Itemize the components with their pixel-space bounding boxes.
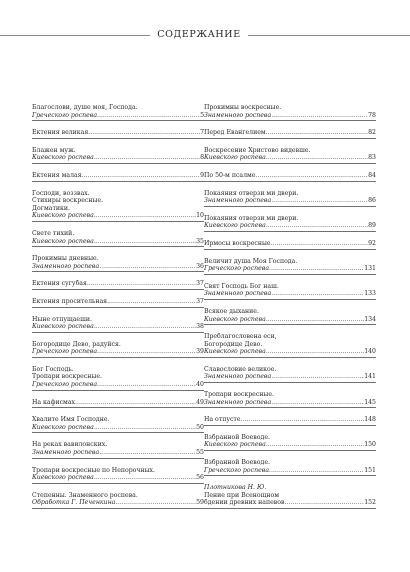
toc-entry-text: Знаменного роспева xyxy=(204,290,272,298)
toc-entry-line: Тропари воскресные. xyxy=(32,373,102,381)
toc-entry-last-line xyxy=(204,129,376,137)
toc-entry-text: Греческого роспева xyxy=(204,265,270,273)
page-number: 50 xyxy=(196,423,204,431)
dot-leader xyxy=(271,112,368,120)
toc-entry-text: По 50-м псалме xyxy=(204,171,256,179)
dot-leader xyxy=(107,298,196,306)
toc-entry xyxy=(32,316,204,333)
toc-entry-line: Всякое дыхание. xyxy=(204,307,259,315)
toc-entry xyxy=(204,129,376,139)
toc-entry-last-line xyxy=(32,323,204,331)
toc-entry-line: Хвалите Имя Господне. xyxy=(32,416,110,424)
toc-entry xyxy=(32,190,204,222)
toc-entry-last-line xyxy=(32,172,204,180)
dot-leader xyxy=(271,197,368,205)
toc-entry xyxy=(204,484,376,509)
page-number: 84 xyxy=(368,171,376,179)
toc-entry-line: Тропари воскресные. xyxy=(204,391,274,399)
toc-entry xyxy=(204,333,376,358)
toc-entry xyxy=(32,341,204,358)
toc-entry-text: Киевского роспева xyxy=(204,441,266,449)
toc-entry-last-line xyxy=(32,449,204,457)
toc-entry-text: Ирмосы воскресные xyxy=(204,239,271,247)
toc-entry-text: Киевского роспева xyxy=(32,474,94,482)
toc-entry-text: Ектения просительная xyxy=(32,297,108,305)
dot-leader xyxy=(94,212,196,220)
dot-leader xyxy=(97,348,196,356)
dot-leader xyxy=(94,474,196,482)
toc-entry-text: Греческого роспева xyxy=(32,381,98,389)
page-number: 7 xyxy=(200,129,204,137)
toc-entry-text: Обработка Г. Печенкина xyxy=(32,499,116,507)
page-number: 78 xyxy=(368,111,376,119)
page-number: 5 xyxy=(200,111,204,119)
toc-entry-text: Киевского роспева xyxy=(32,323,94,331)
dot-leader xyxy=(99,449,196,457)
dot-leader xyxy=(97,112,200,120)
toc-entry-text: бдении древних напевов xyxy=(204,499,285,507)
dot-leader xyxy=(241,416,365,424)
toc-entry-text: Киевского роспева xyxy=(204,222,266,230)
toc-entry-last-line xyxy=(32,348,204,356)
toc-entry-text: Ектения великая xyxy=(32,129,89,137)
page-number: 134 xyxy=(364,315,376,323)
page-number: 8 xyxy=(200,154,204,162)
page-number: 55 xyxy=(196,449,204,457)
toc-entry-text: Знаменного роспева xyxy=(204,197,272,205)
page-number: 92 xyxy=(368,239,376,247)
toc-entry-line: Богородице Дево. xyxy=(204,340,263,348)
toc-entry-line: Догматики. xyxy=(32,204,71,212)
toc-entry-line: Взбранной Воеводе. xyxy=(204,459,270,467)
toc-entry-text: Перед Евангелием xyxy=(204,129,266,137)
header-rule-right xyxy=(248,35,410,36)
page-number: 86 xyxy=(368,197,376,205)
toc-entry-line: Величит душа Моя Господа. xyxy=(204,257,298,265)
toc-entry-last-line xyxy=(204,467,376,475)
toc-entry xyxy=(32,492,204,509)
dot-leader xyxy=(271,290,364,298)
dot-leader xyxy=(88,129,200,137)
toc-entry-last-line xyxy=(204,316,376,324)
dot-leader xyxy=(94,323,196,331)
toc-entry xyxy=(204,147,376,164)
toc-entry-line: На реках вавилонских. xyxy=(32,441,108,449)
toc-entry xyxy=(204,190,376,207)
page-number: 9 xyxy=(200,171,204,179)
toc-entry-text: Знаменного роспева xyxy=(204,373,272,381)
contents-header xyxy=(0,28,410,42)
page-number: 152 xyxy=(364,499,376,507)
dot-leader xyxy=(284,499,364,507)
toc-entry-last-line xyxy=(32,154,204,162)
toc-entry-text: Ектения сугубая xyxy=(32,280,87,288)
dot-leader xyxy=(115,499,196,507)
toc-entry-last-line xyxy=(204,240,376,248)
toc-entry-text: Киевского роспева xyxy=(204,315,266,323)
page-number: 59 xyxy=(196,499,204,507)
dot-leader xyxy=(266,222,368,230)
toc-entry-text: Киевского роспева xyxy=(204,348,266,356)
toc-entry-line: Бог Господь. xyxy=(32,365,74,373)
dot-leader xyxy=(266,129,368,137)
toc-entry xyxy=(32,172,204,182)
page-number: 131 xyxy=(364,265,376,273)
page-number: 151 xyxy=(364,466,376,474)
toc-entry-line: Благослови, душе моя, Господа. xyxy=(32,104,138,111)
toc-entry xyxy=(204,215,376,232)
toc-entry-last-line xyxy=(32,499,204,507)
toc-entry-text: Знаменного роспева xyxy=(32,262,100,270)
toc-entry xyxy=(204,366,376,383)
dot-leader xyxy=(266,441,364,449)
toc-entry xyxy=(32,104,204,121)
toc-entry-line: Пение при Всенощном xyxy=(204,491,280,499)
dot-leader xyxy=(266,154,368,162)
toc-entry-last-line xyxy=(32,474,204,482)
header-rule-left xyxy=(0,35,150,36)
toc-entry xyxy=(32,255,204,272)
toc-entry-line: Свете тихий. xyxy=(32,229,75,237)
toc-entry-last-line xyxy=(204,197,376,205)
page-number: 83 xyxy=(368,154,376,162)
toc-left-column xyxy=(32,104,204,517)
toc-entry xyxy=(204,391,376,408)
toc-entry-last-line xyxy=(204,172,376,180)
toc-entry-line: Плотникова Н. Ю. xyxy=(204,484,267,492)
toc-entry xyxy=(204,258,376,275)
toc-entry-text: Киевского роспева xyxy=(32,237,94,245)
toc-entry-last-line xyxy=(204,399,376,407)
toc-entry xyxy=(204,434,376,451)
dot-leader xyxy=(269,467,364,475)
toc-entry-last-line xyxy=(32,112,204,120)
page-number: 35 xyxy=(196,237,204,245)
toc-entry-line: Воскресение Христово видевше. xyxy=(204,146,311,154)
page-number: 145 xyxy=(364,398,376,406)
dot-leader xyxy=(94,238,196,246)
page-number: 89 xyxy=(368,222,376,230)
toc-entry xyxy=(204,172,376,182)
toc-entry-last-line xyxy=(32,263,204,271)
page-number: 40 xyxy=(196,381,204,389)
toc-right-column xyxy=(204,104,376,517)
toc-entry-text: Греческого роспева xyxy=(32,348,98,356)
toc-entry xyxy=(32,280,204,290)
toc-entry xyxy=(204,308,376,325)
dot-leader xyxy=(269,265,364,273)
dot-leader xyxy=(82,172,200,180)
toc-entry-text: Ектения малая xyxy=(32,171,82,179)
toc-entry xyxy=(204,459,376,476)
dot-leader xyxy=(256,172,369,180)
toc-entry xyxy=(32,230,204,247)
toc-entry-line: Тропари воскресные по Непорочных. xyxy=(32,466,155,474)
toc-entry-line: Свят Господь Бог наш. xyxy=(204,282,279,290)
dot-leader xyxy=(271,240,369,248)
toc-entry-text: На кафисмах xyxy=(32,398,76,406)
dot-leader xyxy=(87,280,196,288)
toc-entry xyxy=(32,416,204,433)
page-number: 37 xyxy=(196,297,204,305)
toc-entry-last-line xyxy=(204,348,376,356)
toc-entry-last-line xyxy=(204,290,376,298)
dot-leader xyxy=(266,348,364,356)
toc-entry-line: Покаяния отверзи ми двери. xyxy=(204,189,299,197)
page-number: 39 xyxy=(196,348,204,356)
toc-entry-line: Славословие великое. xyxy=(204,365,277,373)
toc-entry-line: Преблагословена еси, xyxy=(204,333,277,341)
toc-entry-text: Знаменного роспева xyxy=(32,449,100,457)
page-number: 82 xyxy=(368,129,376,137)
toc-entry-text: Знаменного роспева xyxy=(204,111,272,119)
toc-entry xyxy=(32,441,204,458)
toc-entry-last-line xyxy=(32,399,204,407)
toc-entry-line: Покаяния отверзи ми двери. xyxy=(204,214,299,222)
dot-leader xyxy=(94,154,200,162)
toc-entry-text: Греческого роспева xyxy=(32,111,98,119)
toc-entry-last-line xyxy=(204,499,376,507)
toc-entry xyxy=(32,298,204,308)
toc-entry-line: Степенны. Знаменного роспева. xyxy=(32,491,138,499)
toc-entry-line: Господи, воззвах. xyxy=(32,189,90,197)
toc-entry-text: Киевского роспева xyxy=(204,154,266,162)
toc-entry-last-line xyxy=(32,424,204,432)
toc-entry-last-line xyxy=(32,129,204,137)
toc-entry-line: Взбранной Воеводе. xyxy=(204,433,270,441)
toc-entry-last-line xyxy=(32,381,204,389)
toc-entry-line: Прокимны воскресные. xyxy=(204,104,282,111)
toc-entry-text: Греческого роспева xyxy=(204,466,270,474)
toc-entry-last-line xyxy=(204,222,376,230)
dot-leader xyxy=(94,424,196,432)
toc-entry-last-line xyxy=(204,441,376,449)
toc-entry xyxy=(32,147,204,164)
page-number: 38 xyxy=(196,323,204,331)
page-number: 36 xyxy=(196,262,204,270)
toc-entry-line: Прокимны дневные. xyxy=(32,255,99,263)
toc-entry xyxy=(204,104,376,121)
toc-entry xyxy=(204,240,376,250)
page-number: 10 xyxy=(196,212,204,220)
page-number: 49 xyxy=(196,398,204,406)
toc-entry-last-line xyxy=(32,298,204,306)
toc-entry-last-line xyxy=(204,416,376,424)
dot-leader xyxy=(75,399,196,407)
dot-leader xyxy=(271,373,364,381)
page-number: 150 xyxy=(364,441,376,449)
dot-leader xyxy=(97,381,196,389)
toc-entry-text: Киевского роспева xyxy=(32,154,94,162)
toc-entry-text: Знаменного роспева xyxy=(204,398,272,406)
toc-entry-line: Блажен муж. xyxy=(32,146,76,154)
toc-entry-last-line xyxy=(204,112,376,120)
page-number: 37 xyxy=(196,280,204,288)
page-number: 141 xyxy=(364,373,376,381)
dot-leader xyxy=(99,263,196,271)
toc-entry-line: Стихиры воскресные. xyxy=(32,197,104,205)
toc-entry-last-line xyxy=(204,373,376,381)
toc-entry-text: Киевского роспева xyxy=(32,212,94,220)
toc-entry xyxy=(204,283,376,300)
toc-entry-last-line xyxy=(32,280,204,288)
toc-entry-text: Киевского роспева xyxy=(32,423,94,431)
page-number: 140 xyxy=(364,348,376,356)
toc-entry xyxy=(32,129,204,139)
toc-entry-last-line xyxy=(204,265,376,273)
toc-entry-line: Богородице Дево, радуйся. xyxy=(32,340,121,348)
dot-leader xyxy=(271,399,364,407)
toc-entry xyxy=(32,366,204,391)
page-number: 133 xyxy=(364,290,376,298)
toc-entry xyxy=(204,416,376,426)
toc-entry-last-line xyxy=(204,154,376,162)
dot-leader xyxy=(266,316,364,324)
toc-entry-text: На отпусте xyxy=(204,416,241,424)
page-number: 56 xyxy=(196,474,204,482)
toc-entry-last-line xyxy=(32,212,204,220)
toc-entry xyxy=(32,467,204,484)
page-number: 148 xyxy=(364,416,376,424)
toc-entry xyxy=(32,399,204,409)
toc-entry-last-line xyxy=(32,238,204,246)
page-title: СОДЕРЖАНИЕ xyxy=(157,29,241,40)
toc-entry-line: Ныне отпущаеши. xyxy=(32,315,92,323)
